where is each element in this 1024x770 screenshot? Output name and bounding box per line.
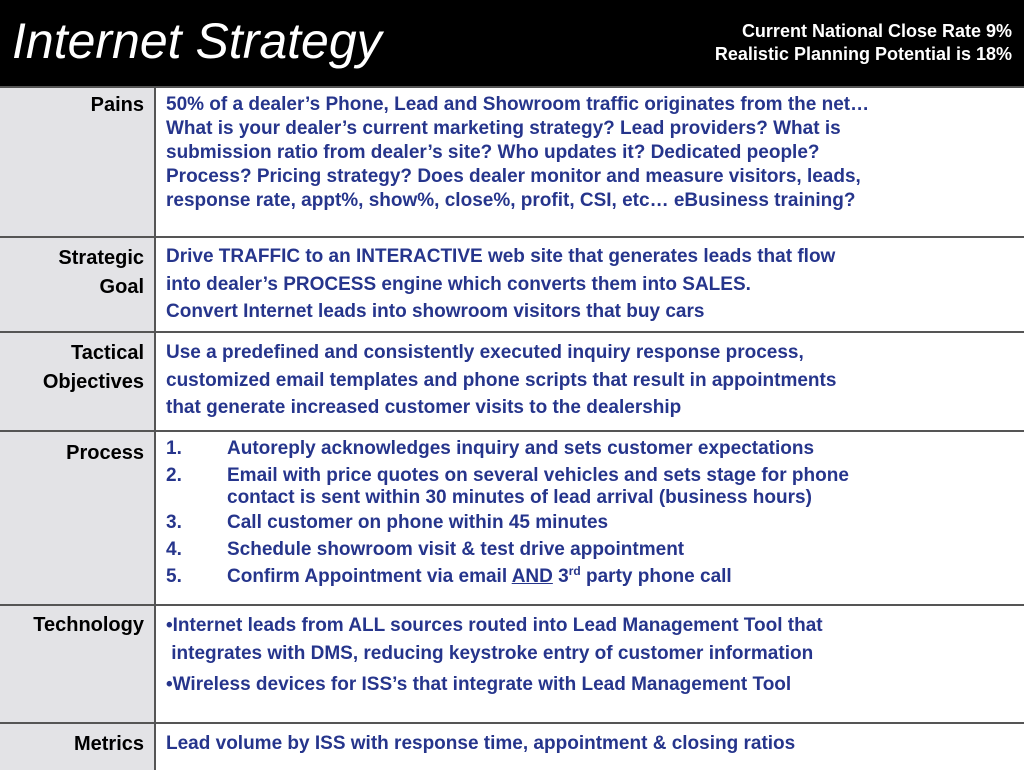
step-number: 4. xyxy=(166,539,182,560)
step-text: 3 xyxy=(552,566,569,587)
label-tactical: Tactical xyxy=(71,342,144,364)
table-row-process xyxy=(0,430,1024,606)
pains-line: 50% of a dealer’s Phone, Lead and Showroom traffic originates from the net… xyxy=(166,94,870,115)
row-label-cell xyxy=(0,724,156,770)
row-label-cell xyxy=(0,238,156,333)
step-text: Email with price quotes on several vehicles and sets stage for phone xyxy=(227,465,849,486)
process-step xyxy=(166,464,1018,507)
technology-line: •Wireless devices for ISS’s that integrate with Lead Management Tool xyxy=(166,674,792,695)
process-content xyxy=(166,435,1018,590)
technology-content xyxy=(166,612,1018,699)
label-objectives: Objectives xyxy=(42,371,144,393)
step-number: 5. xyxy=(166,566,182,587)
goal-line: Convert Internet leads into showroom visitors that buy cars xyxy=(166,301,705,322)
header-bar xyxy=(0,0,1024,86)
pains-line: Process? Pricing strategy? Does dealer monitor and measure visitors, leads, xyxy=(166,166,861,187)
table-row-strategic-goal xyxy=(0,236,1024,333)
pains-line: What is your dealer’s current marketing strategy? Lead providers? What is xyxy=(166,118,841,139)
row-label xyxy=(91,91,144,120)
step-text-emphasis: AND xyxy=(511,566,553,587)
header-stats xyxy=(715,20,1012,66)
step-text: Call customer on phone within 45 minutes xyxy=(227,512,609,533)
process-step xyxy=(166,563,1018,590)
pains-line: response rate, appt%, show%, close%, profit, CSI, etc… eBusiness training? xyxy=(166,190,856,211)
step-text: Autoreply acknowledges inquiry and sets customer expectations xyxy=(227,438,815,459)
pains-content xyxy=(166,93,1018,213)
metrics-line: Lead volume by ISS with response time, appointment & closing ratios xyxy=(166,733,796,754)
table-row-tactical-objectives xyxy=(0,331,1024,432)
label-strategic: Strategic xyxy=(58,247,144,269)
tactical-content xyxy=(166,339,1018,422)
label-pains: Pains xyxy=(90,94,144,116)
process-step xyxy=(166,509,1018,536)
slide-title: Internet Strategy xyxy=(12,13,382,69)
row-label-cell xyxy=(0,606,156,724)
tactical-line: customized email templates and phone scripts that result in appointments xyxy=(166,369,837,391)
label-process: Process xyxy=(66,442,144,464)
step-number: 3. xyxy=(166,512,182,533)
technology-line: integrates with DMS, reducing keystroke entry of customer information xyxy=(166,642,814,664)
goal-line: into dealer’s PROCESS engine which converts them into SALES. xyxy=(166,273,751,295)
row-label-cell xyxy=(0,88,156,238)
goal-line: Drive TRAFFIC to an INTERACTIVE web site that generates leads that flow xyxy=(166,246,836,267)
step-text: contact is sent within 30 minutes of lead arrival (business hours) xyxy=(227,487,812,508)
table-row-pains xyxy=(0,86,1024,238)
strategic-goal-content xyxy=(166,243,1018,326)
row-label xyxy=(43,339,144,397)
planning-potential-text: Realistic Planning Potential is 18% xyxy=(714,44,1012,64)
row-label xyxy=(33,611,144,640)
metrics-content xyxy=(166,732,1018,756)
row-label-cell xyxy=(0,333,156,432)
row-label xyxy=(66,439,144,468)
strategy-table xyxy=(0,86,1024,768)
process-step xyxy=(166,435,1018,462)
technology-line: •Internet leads from ALL sources routed into Lead Management Tool that xyxy=(166,615,823,636)
step-text: Confirm Appointment via email xyxy=(227,566,512,587)
label-goal: Goal xyxy=(99,276,144,298)
process-step xyxy=(166,536,1018,563)
label-metrics: Metrics xyxy=(73,733,144,755)
row-label xyxy=(58,244,144,302)
table-row-metrics xyxy=(0,722,1024,770)
row-label xyxy=(74,730,144,759)
pains-line: submission ratio from dealer’s site? Who updates it? Dedicated people? xyxy=(166,142,820,163)
step-text-superscript: rd xyxy=(568,564,581,578)
label-technology: Technology xyxy=(33,614,144,636)
step-number: 1. xyxy=(166,438,182,459)
close-rate-text: Current National Close Rate 9% xyxy=(741,21,1012,41)
step-text: Schedule showroom visit & test drive appointment xyxy=(227,539,685,560)
step-text: party phone call xyxy=(580,566,732,587)
tactical-line: that generate increased customer visits to the dealership xyxy=(166,397,682,418)
tactical-line: Use a predefined and consistently executed inquiry response process, xyxy=(166,342,804,363)
row-label-cell xyxy=(0,432,156,606)
table-row-technology xyxy=(0,604,1024,724)
step-number: 2. xyxy=(166,465,182,486)
